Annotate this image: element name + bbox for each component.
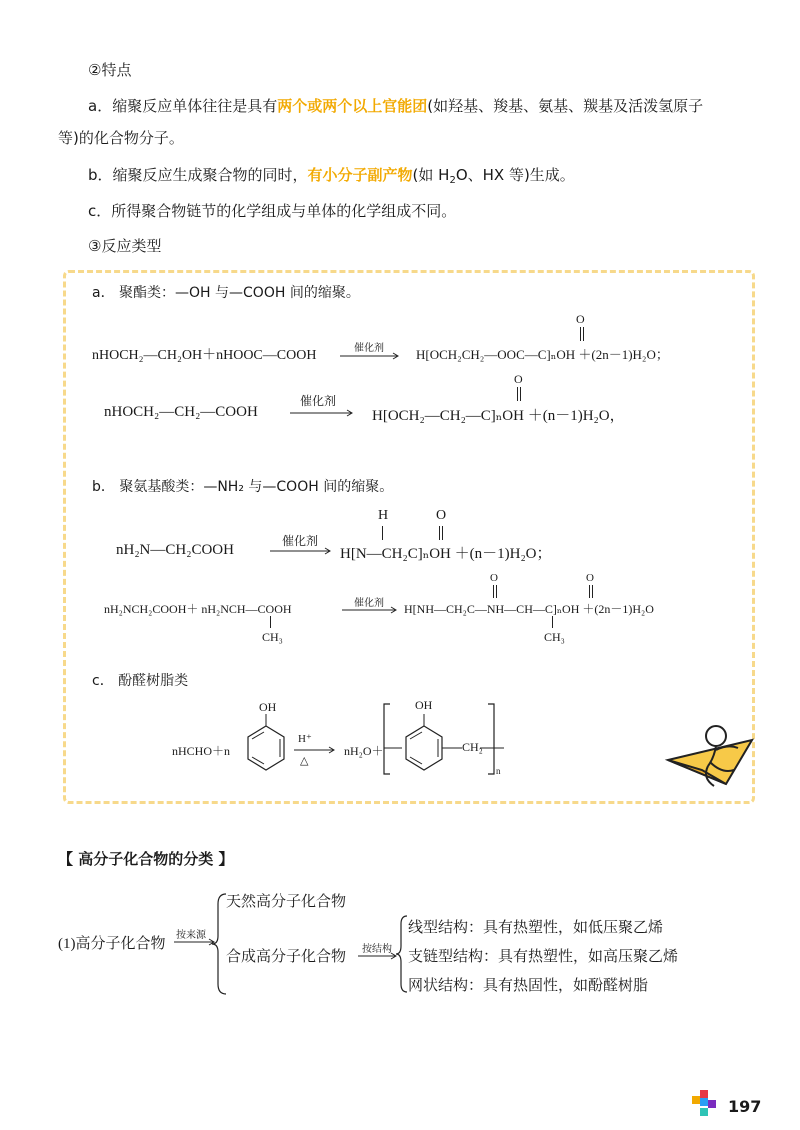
feature-c: c．所得聚合物链节的化学组成与单体的化学组成不同。 [88,202,457,220]
classification-network: 网状结构：具有热固性，如酚醛树脂 [408,978,649,994]
eq4-double-bond1 [493,585,497,598]
eq1-left: nHOCH₂—CH₂OH＋nHOOC—COOH [92,348,317,363]
features-heading: ②特点 [88,61,132,79]
publisher-logo-icon [690,1090,720,1120]
feature-a-line1 [88,96,703,116]
eq1-arrow [340,352,402,360]
eq2-catalyst: 催化剂 [300,394,337,408]
eq3-nh-bond [382,526,383,540]
feature-b-highlight: 有小分子副产物 [307,166,413,184]
eq4-double-bond2 [589,585,593,598]
eq3-arrow [270,547,334,555]
classification-root: (1)高分子化合物 [58,936,166,952]
eq5-catalyst-top: H⁺ [298,733,312,745]
page-number: 197 [728,1097,762,1116]
eq4-catalyst: 催化剂 [354,598,384,609]
eq4-left-ch3: CH₃ [262,630,283,644]
eq4-right-ch3: CH₃ [544,630,565,644]
eq5-subscript-n: n [496,766,501,776]
feature-b-suffix2: O、HX 等)生成。 [455,166,575,184]
eq4-left: nH₂NCH₂COOH＋ nH₂NCH—COOH [104,602,292,616]
feature-b-prefix: b．缩聚反应生成聚合物的同时， [88,166,308,184]
eq2-arrow [290,409,356,417]
eq4-right: H[NH—CH₂C—NH—CH—C]ₙOH ＋(2n－1)H₂O [404,602,654,616]
eq1-right: H[OCH₂CH₂—OOC—C]ₙOH ＋(2n－1)H₂O； [416,347,669,362]
eq5-arrow [294,746,338,754]
feature-a-prefix: a．缩聚反应单体往往是具有 [88,97,278,115]
eq3-catalyst: 催化剂 [282,534,319,548]
feature-a-line2: 等)的化合物分子。 [58,129,184,147]
eq1-oxygen: O [576,312,585,326]
phenolic-repeat-unit [380,700,510,780]
feature-b [88,165,575,191]
phenolic-title: c． 酚醛树脂类 [92,673,189,689]
classification-by-structure: 按结构 [362,944,392,955]
eq5-catalyst-bottom: △ [300,755,309,767]
eq3-double-bond [439,526,443,540]
eq5-phenol-oh: OH [259,700,277,714]
eq5-left: nHCHO＋n [172,744,231,758]
classification-branched: 支链型结构：具有热塑性，如高压聚乙烯 [408,949,679,965]
reaction-types-heading: ③反应类型 [88,237,162,255]
eq3-oxygen: O [436,508,447,523]
eq5-middle: nH₂O＋ [344,744,384,758]
classification-title: 【 高分子化合物的分类 】 [58,850,234,868]
classification-by-source: 按来源 [176,930,206,941]
eq2-oxygen: O [514,372,523,386]
eq2-left: nHOCH₂—CH₂—COOH [104,404,258,420]
feature-a-highlight: 两个或两个以上官能团 [277,97,428,115]
feature-a-suffix: (如羟基、羧基、氨基、羰基及活泼氢原子 [427,97,704,115]
polyester-title: a． 聚酯类：—OH 与—COOH 间的缩聚。 [92,285,360,301]
eq4-oxygen2: O [586,572,594,584]
polyamino-title: b． 聚氨基酸类：—NH₂ 与—COOH 间的缩聚。 [92,479,394,495]
eq1-double-bond [580,327,584,341]
eq4-oxygen1: O [490,572,498,584]
eq3-left: nH₂N—CH₂COOH [116,542,234,558]
classification-linear: 线型结构：具有热塑性，如低压聚乙烯 [408,920,664,936]
classification-natural: 天然高分子化合物 [226,894,347,910]
eq2-right: H[OCH₂—CH₂—C]ₙOH ＋(n－1)H₂O， [372,408,625,424]
eq4-arrow [342,606,400,614]
eq5-product-ch2: CH₂ [462,740,483,754]
feature-b-sub: 2 [449,175,456,186]
eq3-hydrogen: H [378,508,389,523]
mascot-paper-plane-icon [662,722,758,794]
eq3-right: H[N—CH₂C]ₙOH ＋(n－1)H₂O； [340,546,552,562]
eq1-catalyst: 催化剂 [354,343,384,354]
eq5-product-oh: OH [415,698,433,712]
eq4-left-branch [270,616,271,628]
classification-synthetic: 合成高分子化合物 [226,949,347,965]
eq2-double-bond [517,387,521,401]
phenol-ring-icon [244,712,288,776]
eq4-right-branch [552,616,553,628]
feature-b-suffix1: (如 H [412,166,450,184]
